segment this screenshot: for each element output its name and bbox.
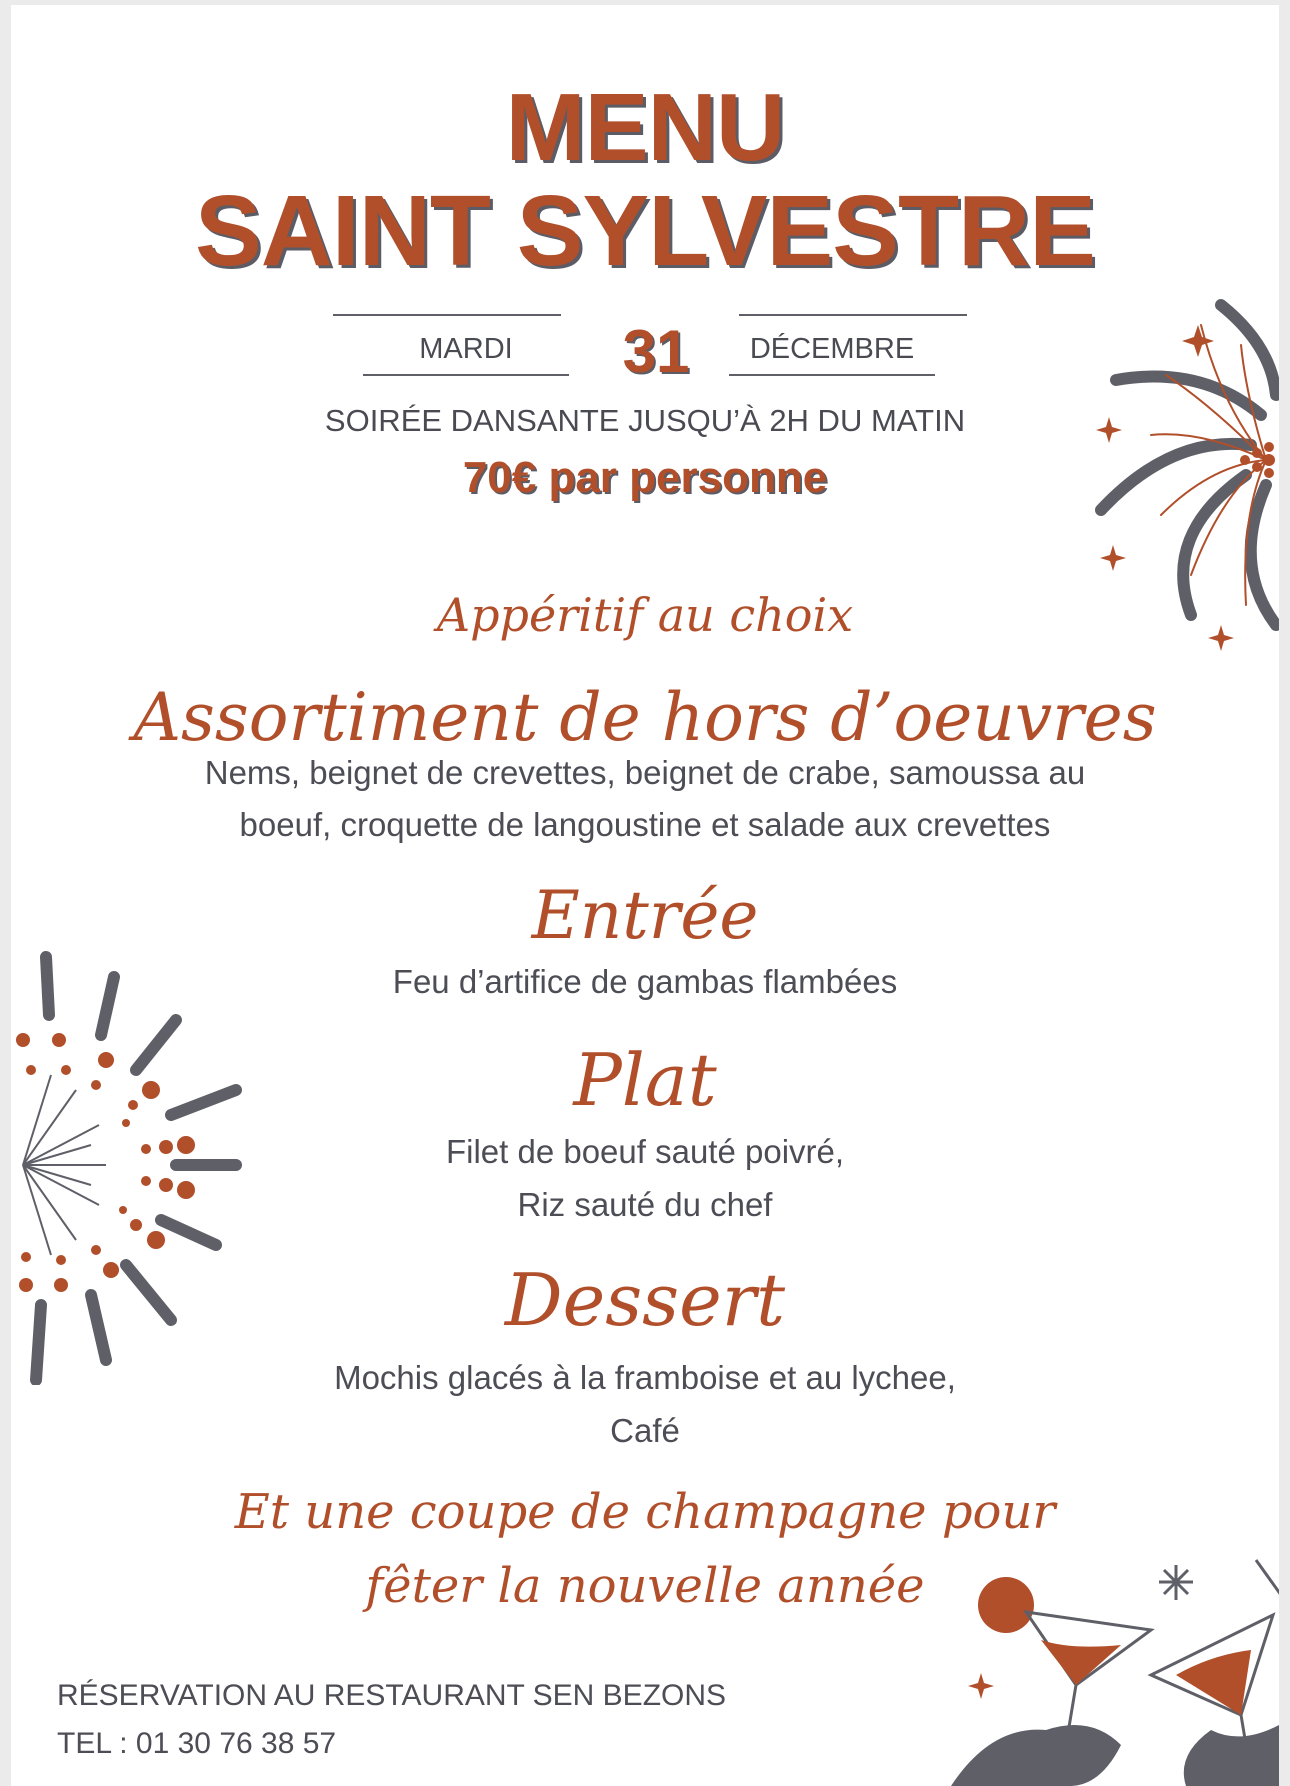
plat-heading: Plat xyxy=(573,1038,717,1122)
dessert-line-2: Café xyxy=(610,1412,680,1449)
firework-left-icon xyxy=(11,945,251,1385)
date-rule-right-top xyxy=(739,314,967,316)
dessert-line-1: Mochis glacés à la framboise et au lychee, xyxy=(334,1359,956,1396)
date-rule-left-bottom xyxy=(363,374,569,376)
menu-subtitle: SAINT SYLVESTRE xyxy=(195,175,1095,287)
hors-doeuvres-description xyxy=(11,747,1279,851)
hors-doeuvres-line-2: boeuf, croquette de langoustine et salade aux crevettes xyxy=(239,806,1051,843)
plat-line-2: Riz sauté du chef xyxy=(517,1186,773,1223)
month-name: DÉCEMBRE xyxy=(749,333,915,365)
aperitif-heading: Appéritif au choix xyxy=(436,588,854,642)
date-rule-right-bottom xyxy=(729,374,935,376)
day-number: 31 xyxy=(622,318,690,385)
champagne-line-2: fêter la nouvelle année xyxy=(365,1558,925,1614)
price: 70€ par personne xyxy=(462,453,828,502)
menu-title: MENU xyxy=(505,74,785,181)
soiree-info: SOIRÉE DANSANTE JUSQU’À 2H DU MATIN xyxy=(324,403,966,438)
champagne-line-1: Et une coupe de champagne pour xyxy=(234,1484,1056,1540)
champagne-toast-icon xyxy=(951,1555,1279,1786)
phone-number: TEL : 01 30 76 38 57 xyxy=(57,1727,337,1760)
firework-top-right-icon xyxy=(1071,285,1279,655)
plat-line-1: Filet de boeuf sauté poivré, xyxy=(445,1133,845,1170)
dessert-heading: Dessert xyxy=(504,1258,786,1342)
hors-doeuvres-heading: Assortiment de hors d’oeuvres xyxy=(133,679,1157,756)
reservation-info: RÉSERVATION AU RESTAURANT SEN BEZONS xyxy=(57,1679,727,1712)
hors-doeuvres-line-1: Nems, beignet de crevettes, beignet de crabe, samoussa au xyxy=(204,754,1086,791)
entree-heading: Entrée xyxy=(531,877,759,954)
day-name: MARDI xyxy=(419,333,513,365)
menu-page xyxy=(11,5,1279,1786)
date-rule-left-top xyxy=(333,314,561,316)
entree-description: Feu d’artifice de gambas flambées xyxy=(392,963,898,1000)
